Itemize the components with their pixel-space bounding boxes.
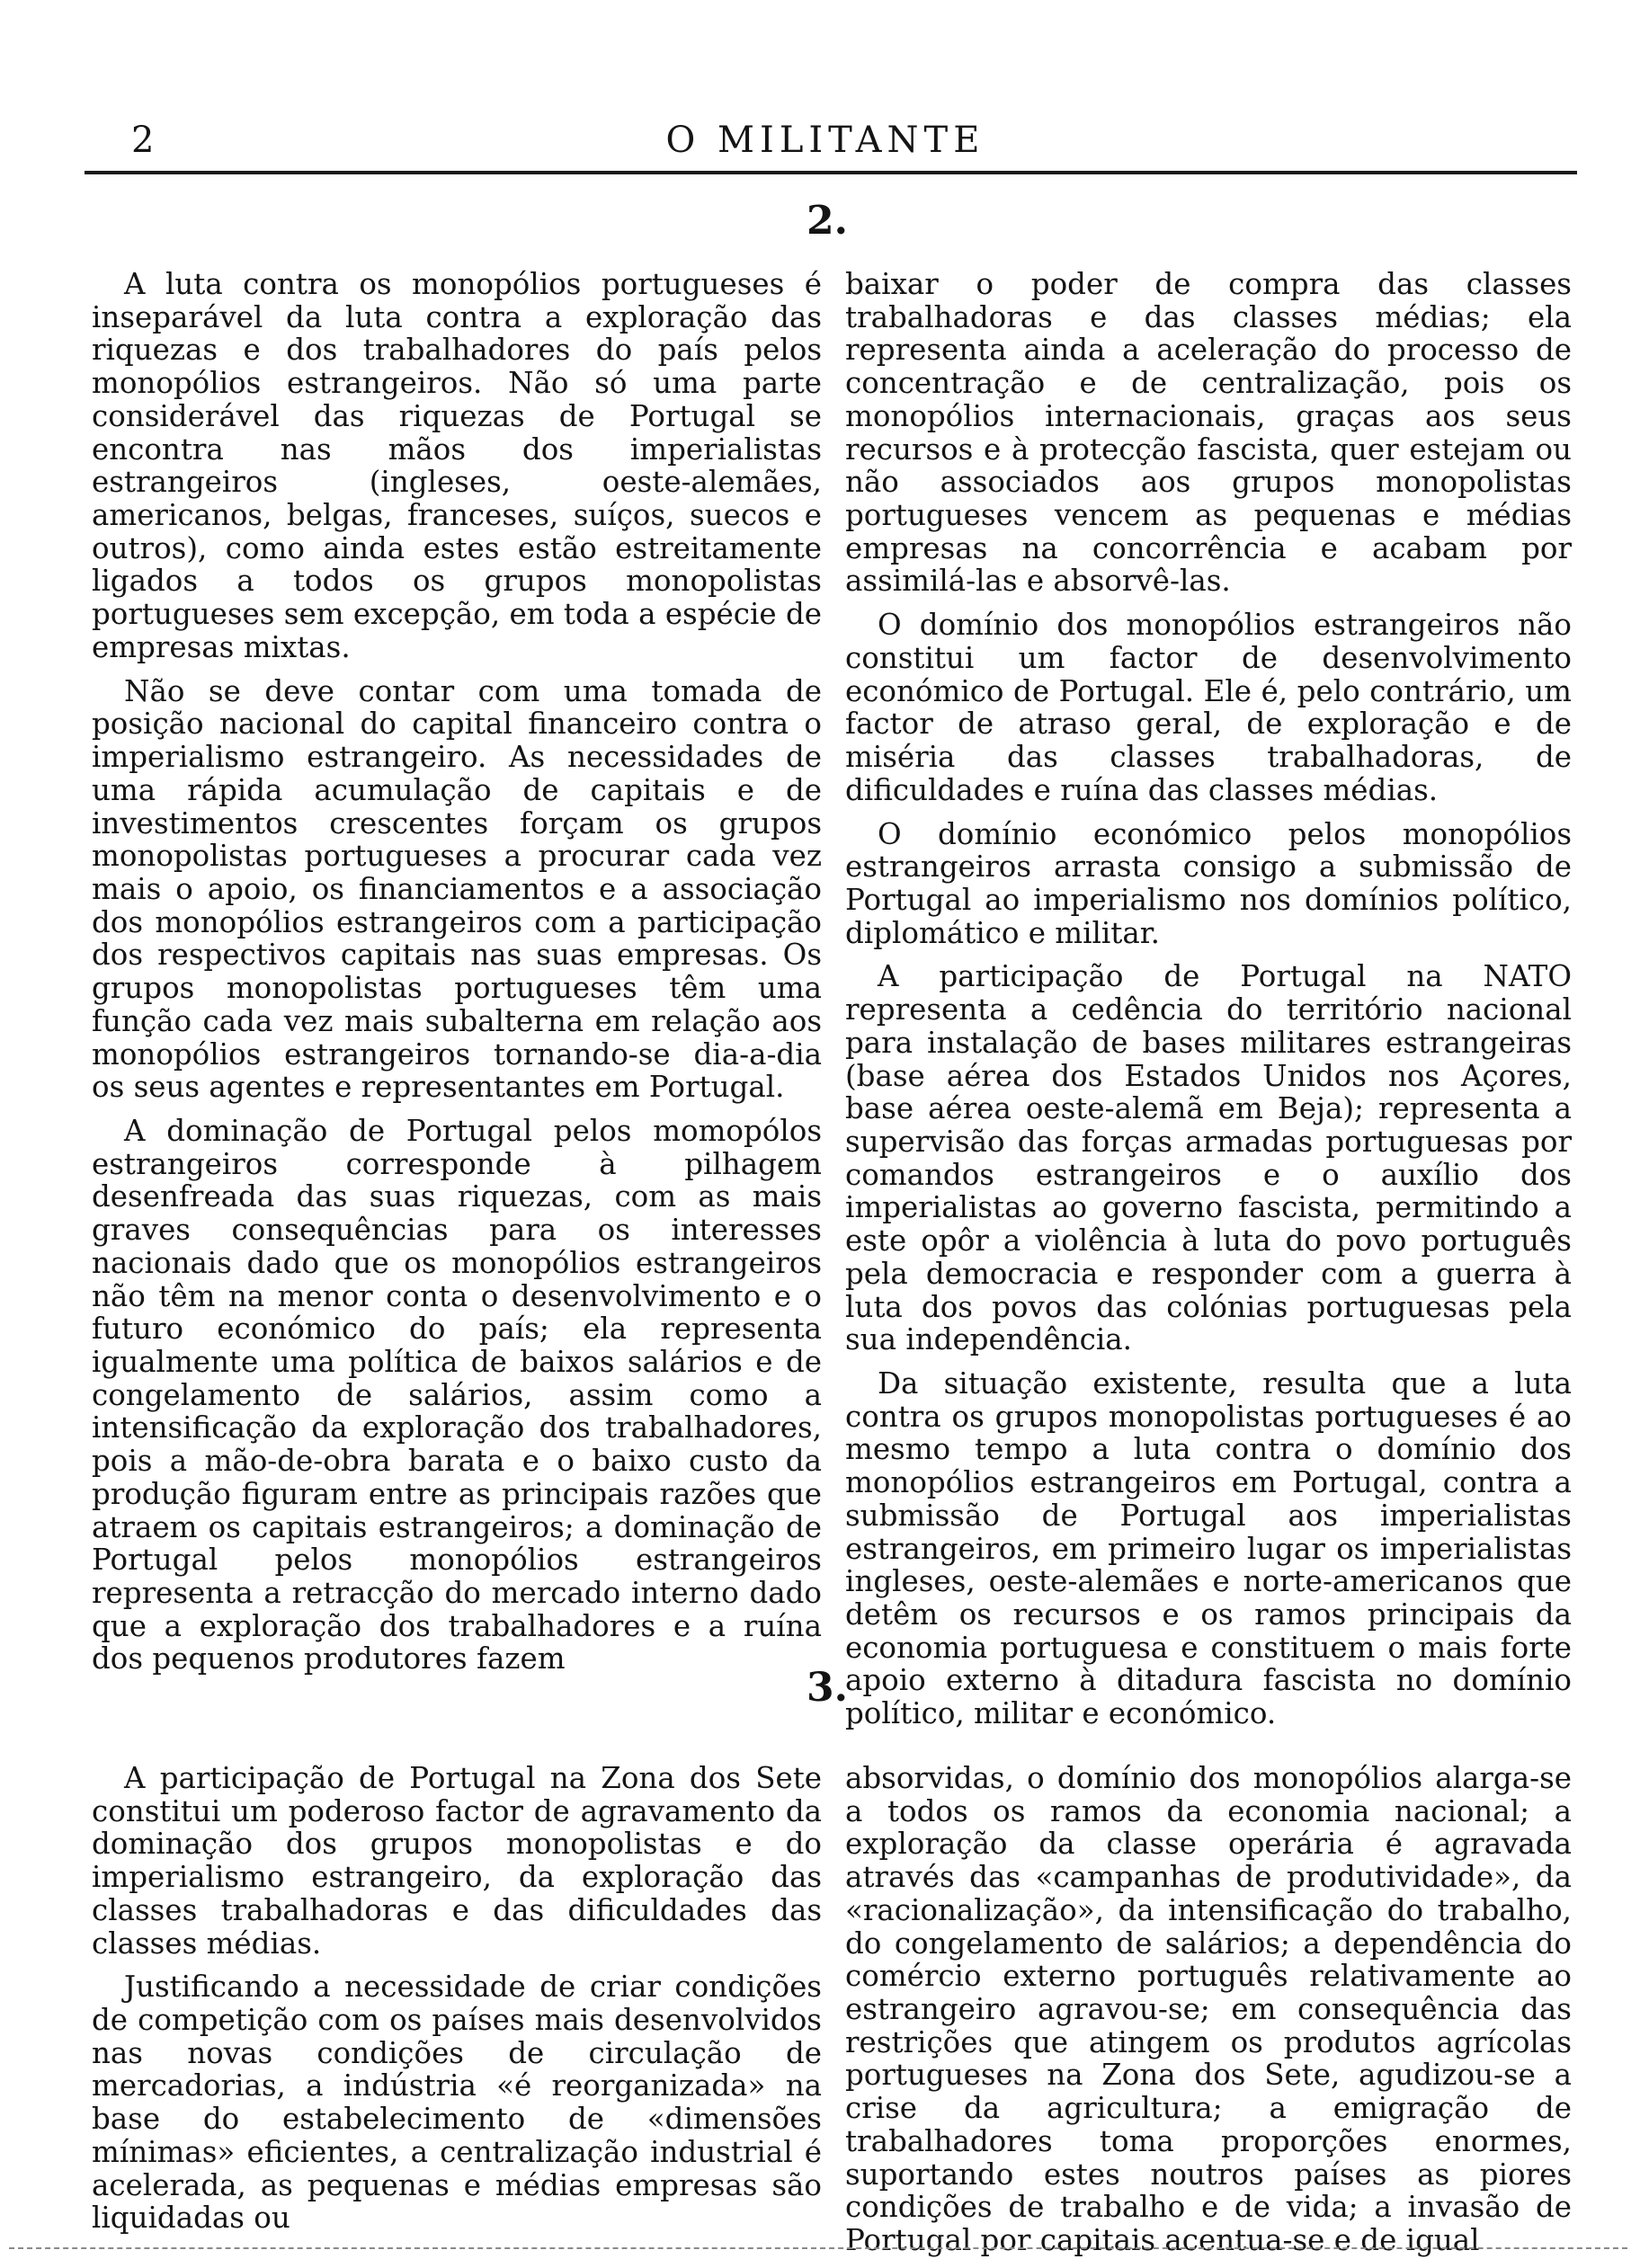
paragraph: A luta contra os monopólios portugueses é inseparável da luta contra a exploração das riquezas e dos trabalhadores do país pelos monopólios estrangeiros. Não só uma parte considerável das riquezas de Portugal se encontra nas mãos dos imperialistas estrangeiros (ingleses, oeste-alemães, americanos, belgas, franceses, suíços, suecos e outros), como ainda estes estão estreitamente ligados a todos os grupos monopolistas portugueses sem excepção, em toda a espécie de empresas mixtas. xyxy=(92,267,822,664)
header-rule xyxy=(85,171,1577,174)
section-3-left-column xyxy=(92,1762,822,2246)
paragraph: A participação de Portugal na Zona dos Sete constitui um poderoso factor de agravamento da dominação dos grupos monopolistas e do imperialismo estrangeiro, da exploração das classes trabalhadoras e das dificuldades das classes médias. xyxy=(92,1761,822,1961)
paragraph-continuation: absorvidas, o domínio dos monopólios alarga-se a todos os ramos da economia nacional; a exploração da classe operária é agravada através das «campanhas de produtividade», da «racionalização», da intensificação do trabalho, do congelamento de salários; a dependência do comércio externo português relativamente ao estrangeiro agravou-se; em consequência das restrições que atingem os produtos agrícolas portugueses na Zona dos Sete, agudizou-se a crise da agricultura; a emigração de trabalhadores toma proporções enormes, suportando estes noutros países as piores condições de trabalho e de vida; a invasão de Portugal por capitais acentua-se e de igual xyxy=(845,1761,1572,2258)
section-3-right-column xyxy=(845,1762,1572,2268)
footer-rule xyxy=(9,2247,1627,2249)
section-number: 2. xyxy=(807,198,848,244)
page-number: 2 xyxy=(131,120,155,161)
paragraph: O domínio económico pelos monopólios estrangeiros arrasta consigo a submissão de Portugal ao imperialismo nos domínios político, diplomático e militar. xyxy=(845,816,1572,950)
paragraph: A participação de Portugal na NATO representa a cedência do território nacional para instalação de bases militares estrangeiras (base aérea dos Estados Unidos nos Açores, base aérea oeste-alemã em Beja); representa a supervisão das forças armadas portuguesas por comandos estrangeiros e o auxílio dos imperialistas ao governo fascista, permitindo a este opôr a violência à luta do povo português pela democracia e responder com a guerra à luta dos povos das colónias portuguesas pela sua independência. xyxy=(845,959,1572,1357)
paragraph: Justificando a necessidade de criar condições de competição com os países mais desenvolvidos nas novas condições de circulação de mercadorias, a indústria «é reorganizada» na base do estabelecimento de «dimensões mínimas» eficientes, a centralização industrial é acelerada, as pequenas e médias empresas são liquidadas ou xyxy=(92,1970,822,2236)
paragraph-continuation: baixar o poder de compra das classes trabalhadoras e das classes médias; ela representa ainda a aceleração do processo de concentração e de centralização, pois os monopólios internacionais, graças aos seus recursos e à protecção fascista, quer estejam ou não associados aos grupos monopolistas portugueses vencem as pequenas e médias empresas na concorrência e acabam por assimilá-las e absorvê-las. xyxy=(845,267,1572,599)
paragraph: A dominação de Portugal pelos momopólos estrangeiros corresponde à pilhagem desenfreada das suas riquezas, com as mais graves consequências para os interesses nacionais dado que os monopólios estrangeiros não têm na menor conta o desenvolvimento e o futuro económico do país; ela representa igualmente uma política de baixos salários e de congelamento de salários, assim como a intensificação da exploração dos trabalhadores, pois a mão-de-obra barata e o baixo custo da produção figuram entre as principais razões que atraem os capitais estrangeiros; a dominação de Portugal pelos monopólios estrangeiros representa a retracção do mercado interno dado que a exploração dos trabalhadores e a ruína dos pequenos produtores fazem xyxy=(92,1113,822,1677)
section-2-left-column xyxy=(92,268,822,1686)
section-2-right-column xyxy=(845,268,1572,1741)
section-number: 3. xyxy=(807,1665,848,1711)
paragraph: O domínio dos monopólios estrangeiros não constitui um factor de desenvolvimento económico de Portugal. Ele é, pelo contrário, um factor de atraso geral, de exploração e de miséria das classes trabalhadoras, de dificuldades e ruína das classes médias. xyxy=(845,608,1572,807)
page-header xyxy=(79,120,1572,165)
paragraph: Da situação existente, resulta que a luta contra os grupos monopolistas portugueses é ao mesmo tempo a luta contra o domínio dos monopólios estrangeiros em Portugal, contra a submissão de Portugal aos imperialistas estrangeiros, em primeiro lugar os imperialistas ingleses, oeste-alemães e norte-americanos que detêm os recursos e os ramos principais da economia portuguesa e constituem o mais forte apoio externo à ditadura fascista no domínio político, militar e económico. xyxy=(845,1366,1572,1731)
running-title: O MILITANTE xyxy=(665,120,985,161)
paragraph: Não se deve contar com uma tomada de posição nacional do capital financeiro contra o imperialismo estrangeiro. As necessidades de uma rápida acumulação de capitais e de investimentos crescentes forçam os grupos monopolistas portugueses a procurar cada vez mais o apoio, os financiamentos e a associação dos monopólios estrangeiros com a participação dos respectivos capitais nas suas empresas. Os grupos monopolistas portugueses têm uma função cada vez mais subalterna em relação aos monopólios estrangeiros tornando-se dia-a-dia os seus agentes e representantes em Portugal. xyxy=(92,673,822,1105)
